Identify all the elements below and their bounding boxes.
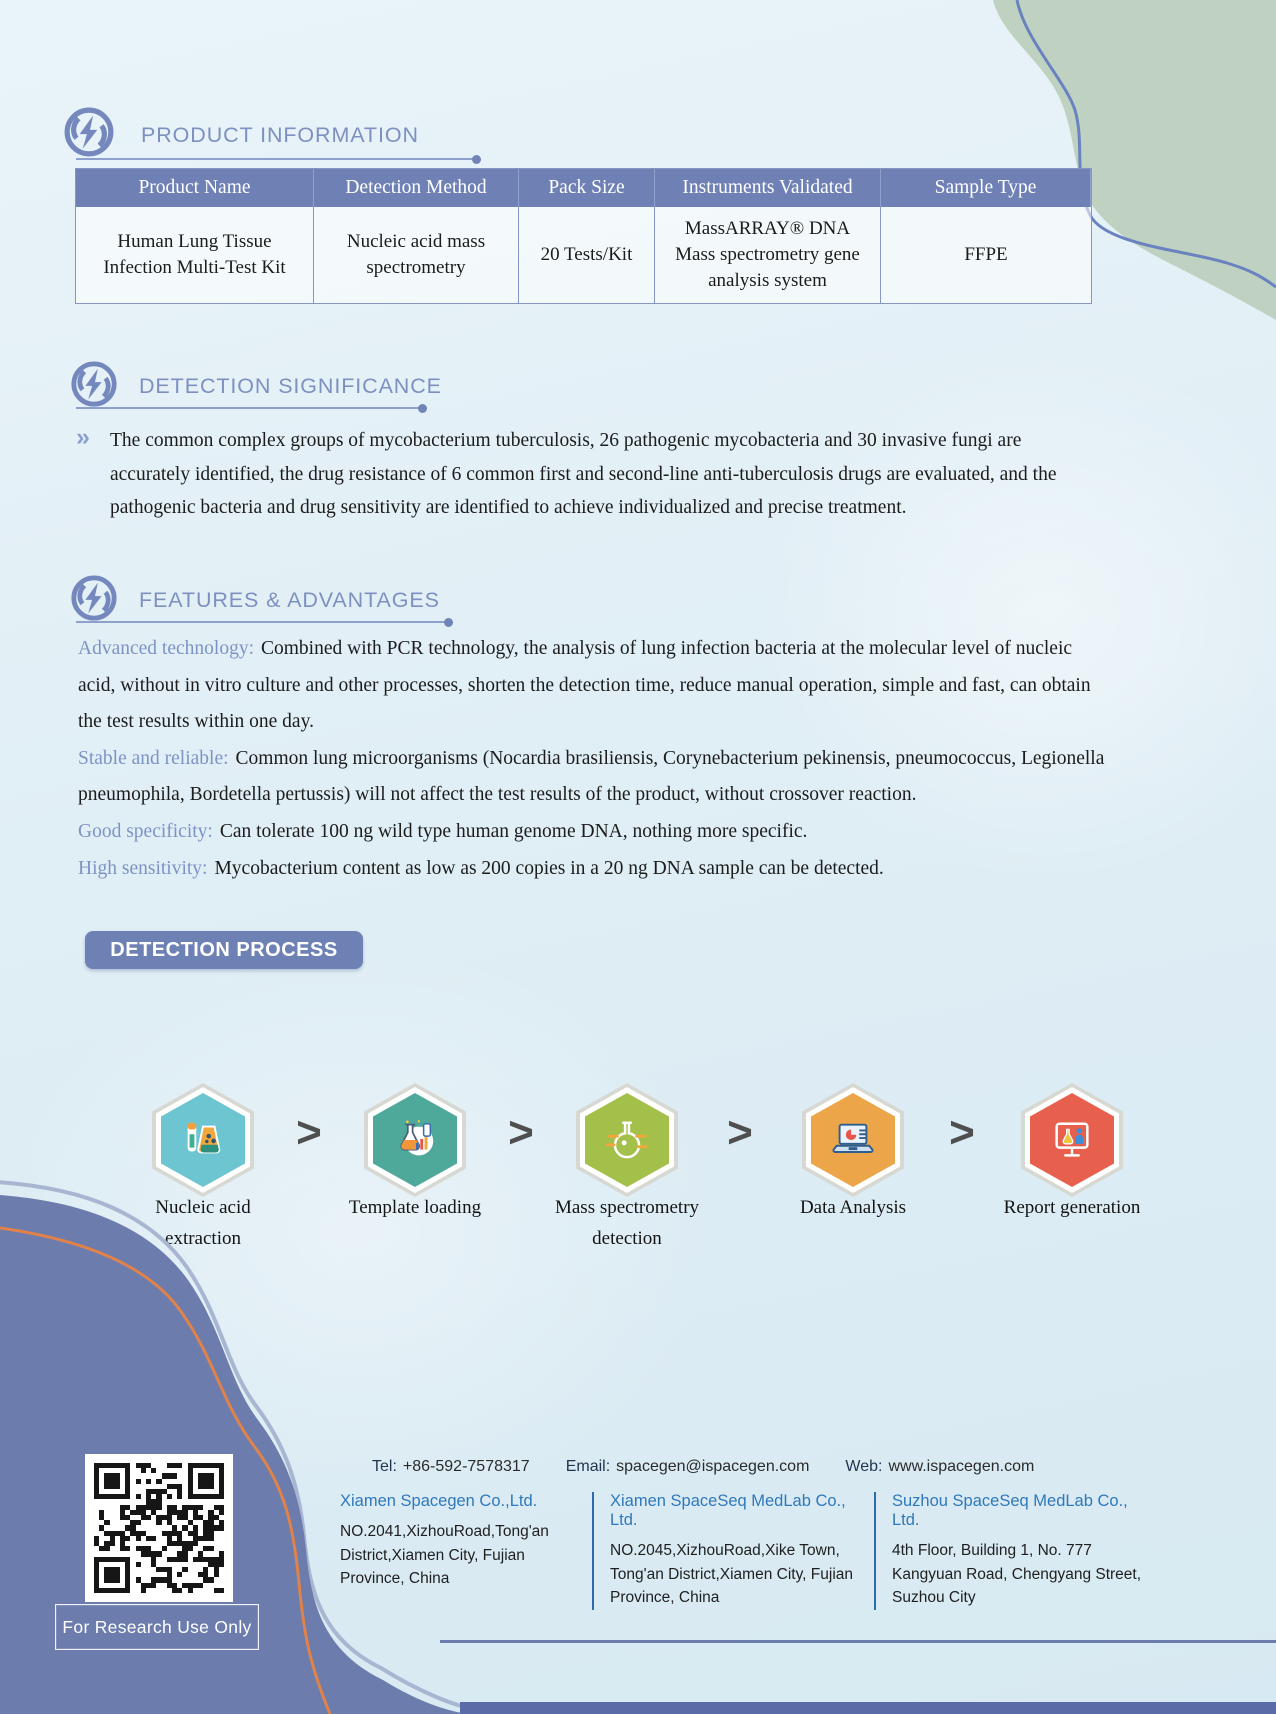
email-label: Email: <box>565 1458 611 1475</box>
company-address: NO.2041,XizhouRoad,Tong'an District,Xiamen City, Fujian Province, China <box>340 1523 549 1587</box>
table-cell-instruments: MassARRAY® DNA Mass spectrometry gene analysis system <box>655 207 881 303</box>
feature-text: Mycobacterium content as low as 200 copies in a 20 ng DNA sample can be detected. <box>214 857 884 879</box>
tel-label: Tel: <box>372 1458 397 1475</box>
detection-process-badge: DETECTION PROCESS <box>85 931 363 969</box>
tel-value: +86-592-7578317 <box>402 1458 530 1475</box>
double-chevron-bullet-icon: » <box>76 423 90 451</box>
spacegen-logo-icon <box>70 574 118 622</box>
process-step-label: Mass spectrometry detection <box>554 1197 700 1249</box>
table-cell-pack-size: 20 Tests/Kit <box>519 207 655 303</box>
spacegen-logo-icon <box>70 360 118 408</box>
process-step-label: Nucleic acid extraction <box>155 1197 251 1249</box>
feature-item <box>78 741 1110 814</box>
feature-label: Good specificity: <box>78 820 213 842</box>
table-cell-detection-method: Nucleic acid mass spectrometry <box>314 207 519 303</box>
section-title-detection-significance: DETECTION SIGNIFICANCE <box>139 374 442 398</box>
company-address: 4th Floor, Building 1, No. 777 Kangyuan Road, Chengyang Street, Suzhou City <box>892 1542 1142 1606</box>
process-step-hex <box>1021 1083 1123 1197</box>
web-item <box>845 1458 1034 1476</box>
table-header-cell: Sample Type <box>881 169 1091 207</box>
tel-item <box>372 1458 530 1476</box>
feature-text: Combined with PCR technology, the analysis of lung infection bacteria at the molecular level of nucleic acid, without in vitro culture and other processes, shorten the detection time, reduce manual operation, simple and fast, can obtain the test results within one day. <box>78 638 1091 733</box>
table-header-cell: Pack Size <box>519 169 655 207</box>
web-label: Web: <box>845 1458 883 1475</box>
section-underline <box>76 621 450 623</box>
process-step-hex <box>576 1083 678 1197</box>
research-use-only-badge: For Research Use Only <box>55 1604 259 1650</box>
qr-code <box>85 1454 233 1602</box>
email-item <box>566 1458 810 1476</box>
table-cell-sample-type: FFPE <box>964 244 1008 265</box>
section-underline <box>76 158 478 160</box>
detection-significance-text: The common complex groups of mycobacterium tuberculosis, 26 pathogenic mycobacteria and 30 invasive fungi are accurately identified, the drug resistance of 6 common first and second-line anti-tuberculosis drugs are evaluated, and the pathogenic bacteria and drug sensitivity are identified to achieve individualized and precise treatment. <box>110 430 1057 518</box>
process-arrow-icon: > <box>296 1108 322 1157</box>
feature-text: Common lung microorganisms (Nocardia brasiliensis, Corynebacterium pekinensis, pneumococcus, Legionella pneumophila, Bordetella pertussis) will not affect the test results of the product, without crossover reaction. <box>78 747 1105 806</box>
company-card <box>592 1492 874 1610</box>
feature-item <box>78 851 1110 888</box>
process-arrow-icon: > <box>508 1108 534 1157</box>
web-value[interactable]: www.ispacegen.com <box>888 1458 1035 1475</box>
process-step-label: Data Analysis <box>799 1197 907 1218</box>
footer-divider-line <box>440 1640 1276 1643</box>
section-title-product-information: PRODUCT INFORMATION <box>141 123 419 147</box>
feature-label: Advanced technology: <box>78 638 254 659</box>
features-list <box>78 631 1110 887</box>
feature-text: Can tolerate 100 ng wild type human genome DNA, nothing more specific. <box>219 820 808 842</box>
laptop-chart-icon <box>830 1117 876 1163</box>
table-cell-product-name: Human Lung Tissue Infection Multi-Test Kit <box>76 207 314 303</box>
company-card <box>340 1492 592 1610</box>
monitor-report-icon <box>1049 1117 1095 1163</box>
flask-chart-icon <box>392 1117 438 1163</box>
test-tube-icon <box>180 1117 226 1163</box>
process-arrow-icon: > <box>727 1108 753 1157</box>
process-step-label: Report generation <box>1003 1197 1141 1218</box>
company-card <box>874 1492 1156 1610</box>
table-header-cell: Product Name <box>76 169 314 207</box>
company-address: NO.2045,XizhouRoad,Xike Town, Tong'an District,Xiamen City, Fujian Province, China <box>610 1542 854 1606</box>
spacegen-logo-icon <box>63 106 115 158</box>
company-name: Suzhou SpaceSeq MedLab Co., Ltd. <box>892 1492 1128 1529</box>
feature-item <box>78 814 1110 851</box>
feature-label: Stable and reliable: <box>78 747 229 769</box>
section-underline <box>76 407 424 409</box>
company-name: Xiamen SpaceSeq MedLab Co., Ltd. <box>610 1492 846 1529</box>
process-step-hex <box>802 1083 904 1197</box>
feature-item <box>78 631 1110 741</box>
contact-row <box>372 1458 1034 1476</box>
process-arrow-icon: > <box>949 1108 975 1157</box>
process-step-label: Template loading <box>348 1197 482 1218</box>
section-title-features-advantages: FEATURES & ADVANTAGES <box>139 588 440 612</box>
table-header-cell: Instruments Validated <box>655 169 881 207</box>
feature-label: High sensitivity: <box>78 857 208 879</box>
footer-bottom-strip <box>460 1702 1276 1714</box>
company-columns <box>340 1492 1156 1610</box>
email-value[interactable]: spacegen@ispacegen.com <box>616 1458 810 1475</box>
product-info-table <box>75 168 1092 304</box>
table-header-cell: Detection Method <box>314 169 519 207</box>
company-name: Xiamen Spacegen Co.,Ltd. <box>340 1492 538 1510</box>
round-flask-icon <box>604 1117 650 1163</box>
